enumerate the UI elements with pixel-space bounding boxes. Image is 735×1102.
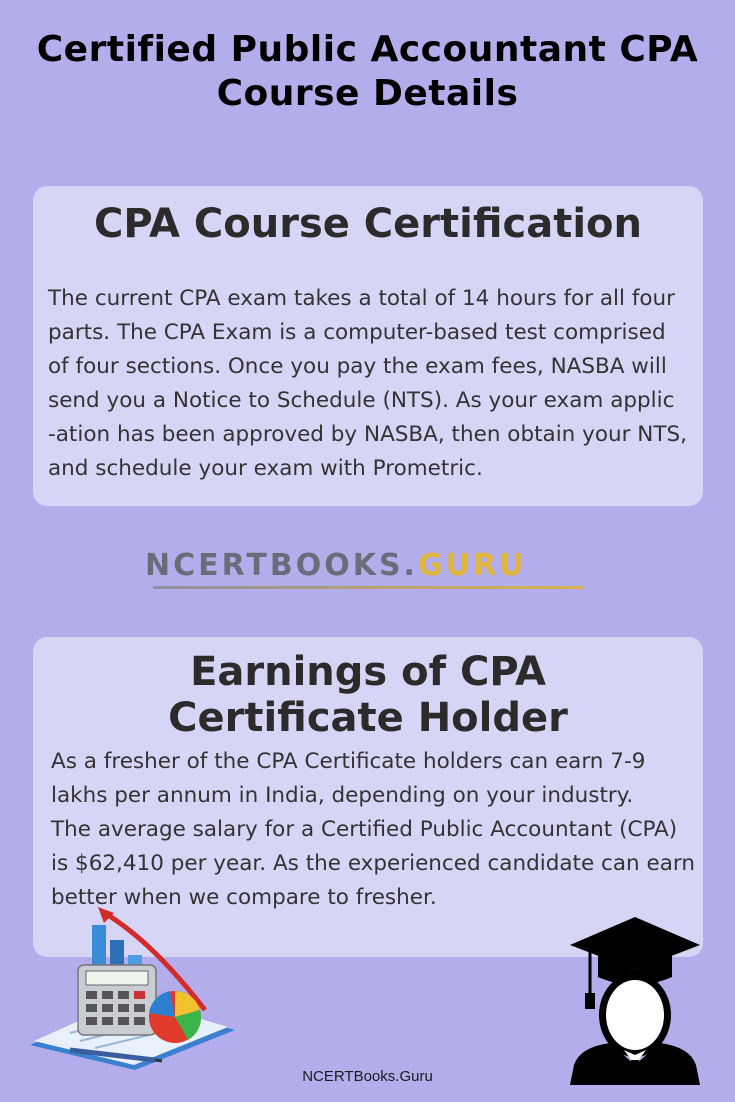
body-line: parts. The CPA Exam is a computer-based test comprised (48, 320, 666, 345)
earnings-title-line-1: Earnings of CPA (190, 649, 546, 695)
page-title-line-2: Course Details (216, 73, 519, 114)
certification-card (33, 186, 703, 506)
watermark-main: NCERTBOOKS. (145, 548, 418, 583)
body-line: -ation has been approved by NASBA, then obtain your NTS, (48, 422, 688, 447)
earnings-title-line-2: Certificate Holder (168, 695, 568, 741)
page-title (0, 28, 735, 116)
accounting-calculator-chart-icon (10, 905, 240, 1070)
body-line: The average salary for a Certified Public Accountant (CPA) (51, 817, 678, 842)
body-line: better when we compare to fresher. (51, 885, 437, 910)
certification-card-body (48, 282, 698, 486)
watermark-underline (153, 586, 583, 589)
watermark-tld: GURU (417, 548, 527, 583)
body-line: of four sections. Once you pay the exam fees, NASBA will (48, 354, 667, 379)
earnings-card-title (33, 649, 703, 741)
body-line: and schedule your exam with Prometric. (48, 456, 483, 481)
body-line: lakhs per annum in India, depending on your industry. (51, 783, 634, 808)
body-line: is $62,410 per year. As the experienced candidate can earn (51, 851, 695, 876)
graduate-avatar-icon (560, 915, 710, 1085)
body-line: send you a Notice to Schedule (NTS). As your exam applic (48, 388, 675, 413)
body-line: The current CPA exam takes a total of 14 hours for all four (48, 286, 676, 311)
page-title-line-1: Certified Public Accountant CPA (36, 29, 699, 70)
body-line: As a fresher of the CPA Certificate holders can earn 7-9 (51, 749, 646, 774)
watermark-logo (145, 548, 590, 592)
earnings-card-body (51, 745, 701, 915)
certification-card-title: CPA Course Certification (94, 201, 642, 247)
watermark-text (145, 548, 526, 583)
footer-credit: NCERTBooks.Guru (302, 1068, 433, 1085)
